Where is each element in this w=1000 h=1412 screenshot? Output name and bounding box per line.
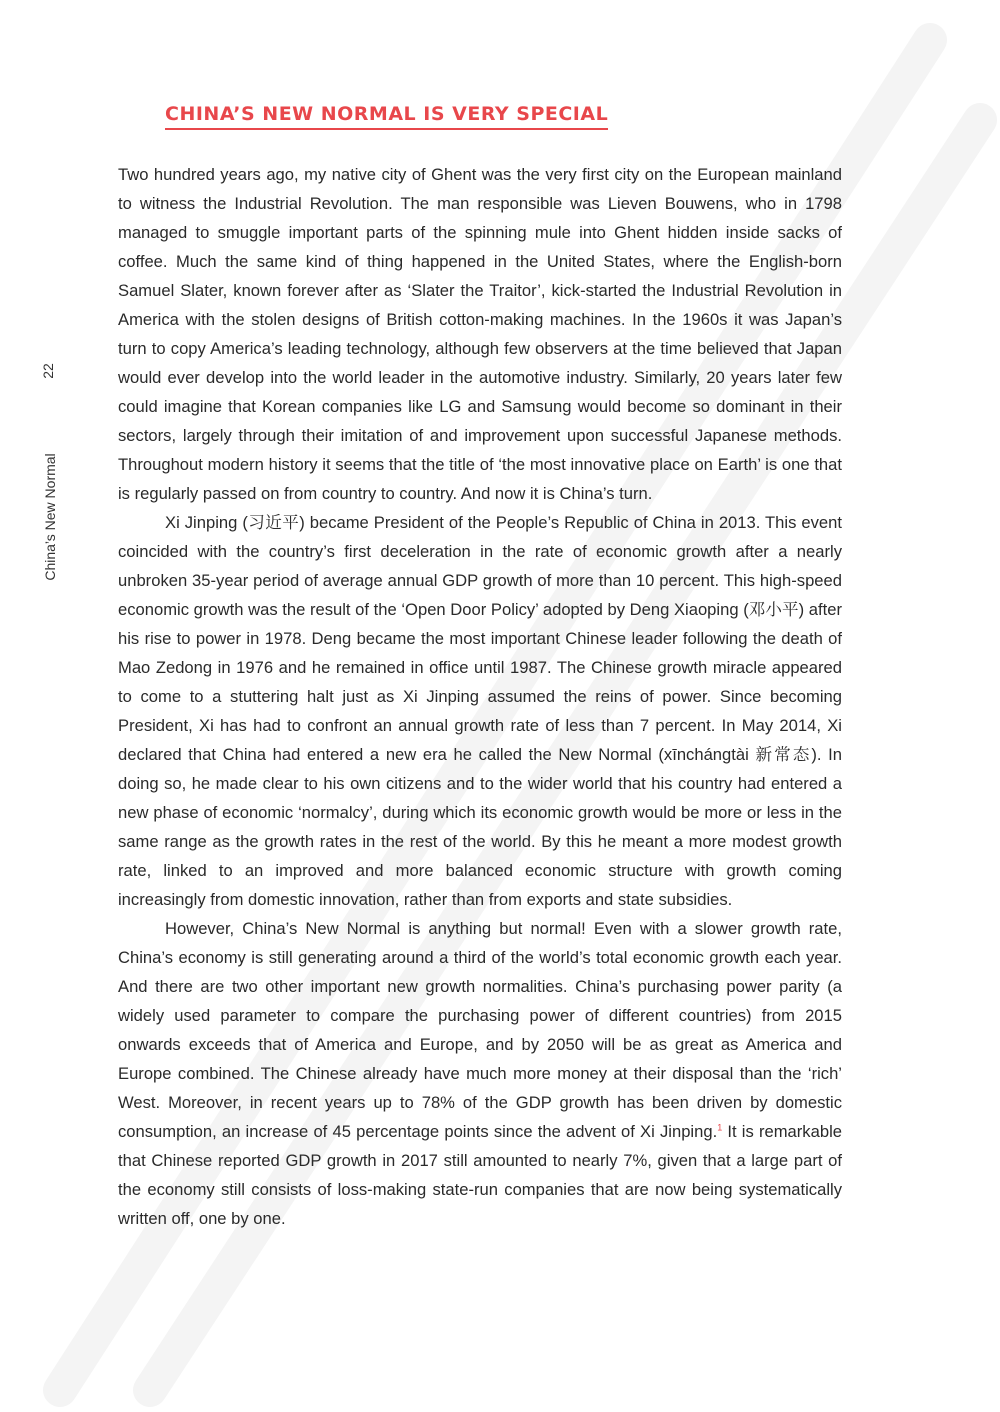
paragraph-3-part-2: It is remarkable that Chinese reported GDP growth in 2017 still amounted to nearly 7%, given that a large part of the economy still consists of loss-making state-run companies that are now being systematically written off, one by one. <box>118 1122 842 1228</box>
section-heading: CHINA’S NEW NORMAL IS VERY SPECIAL <box>165 103 608 130</box>
paragraph-3 <box>118 914 842 1233</box>
paragraph-2: Xi Jinping (习近平) became President of the People’s Republic of China in 2013. This event coincided with the country’s first deceleration in the rate of economic growth after a nearly unbroken 35-year period of average annual GDP growth of more than 10 percent. This high-speed economic growth was the result of the ‘Open Door Policy’ adopted by Deng Xiaoping (邓小平) after his rise to power in 1978. Deng became the most important Chinese leader following the death of Mao Zedong in 1976 and he remained in office until 1987. The Chinese growth miracle appeared to come to a stuttering halt just as Xi Jinping assumed the reins of power. Since becoming President, Xi has had to confront an annual growth rate of less than 7 percent. In May 2014, Xi declared that China had entered a new era he called the New Normal (xīnchángtài 新常态). In doing so, he made clear to his own citizens and to the wider world that his country had entered a new phase of economic ‘normalcy’, during which its economic growth would be more or less in the same range as the growth rates in the rest of the world. By this he meant a more modest growth rate, linked to an improved and more balanced economic structure with growth coming increasingly from domestic innovation, rather than from exports and state subsidies. <box>118 513 842 909</box>
footnote-marker[interactable]: 1 <box>717 1122 723 1133</box>
body-text <box>118 160 842 1233</box>
paragraph-1: Two hundred years ago, my native city of Ghent was the very first city on the European mainland to witness the Industrial Revolution. The man responsible was Lieven Bouwens, who in 1798 managed to smuggle important parts of the spinning mule into Ghent hidden inside sacks of coffee. Much the same kind of thing happened in the United States, where the English-born Samuel Slater, known forever after as ‘Slater the Traitor’, kick-started the Industrial Revolution in America with the stolen designs of British cotton-making machines. In the 1960s it was Japan’s turn to copy America’s leading technology, although few observers at the time believed that Japan would ever develop into the world leader in the automotive industry. Similarly, 20 years later few could imagine that Korean companies like LG and Samsung would become so dominant in their sectors, largely through their imitation of and improvement upon successful Japanese methods. Throughout modern history it seems that the title of ‘the most innovative place on Earth’ is one that is regularly passed on from country to country. And now it is China’s turn. <box>118 165 842 503</box>
paragraph-3-part-1: However, China’s New Normal is anything but normal! Even with a slower growth rate, China’s economy is still generating around a third of the world’s total economic growth each year. And there are two other important new growth normalities. China’s purchasing power parity (a widely used parameter to compare the purchasing power of different countries) from 2015 onwards exceeds that of America and Europe, and by 2050 will be as great as America and Europe combined. The Chinese already have much more money at their disposal than the ‘rich’ West. Moreover, in recent years up to 78% of the GDP growth has been driven by domestic consumption, an increase of 45 percentage points since the advent of Xi Jinping. <box>118 919 842 1141</box>
